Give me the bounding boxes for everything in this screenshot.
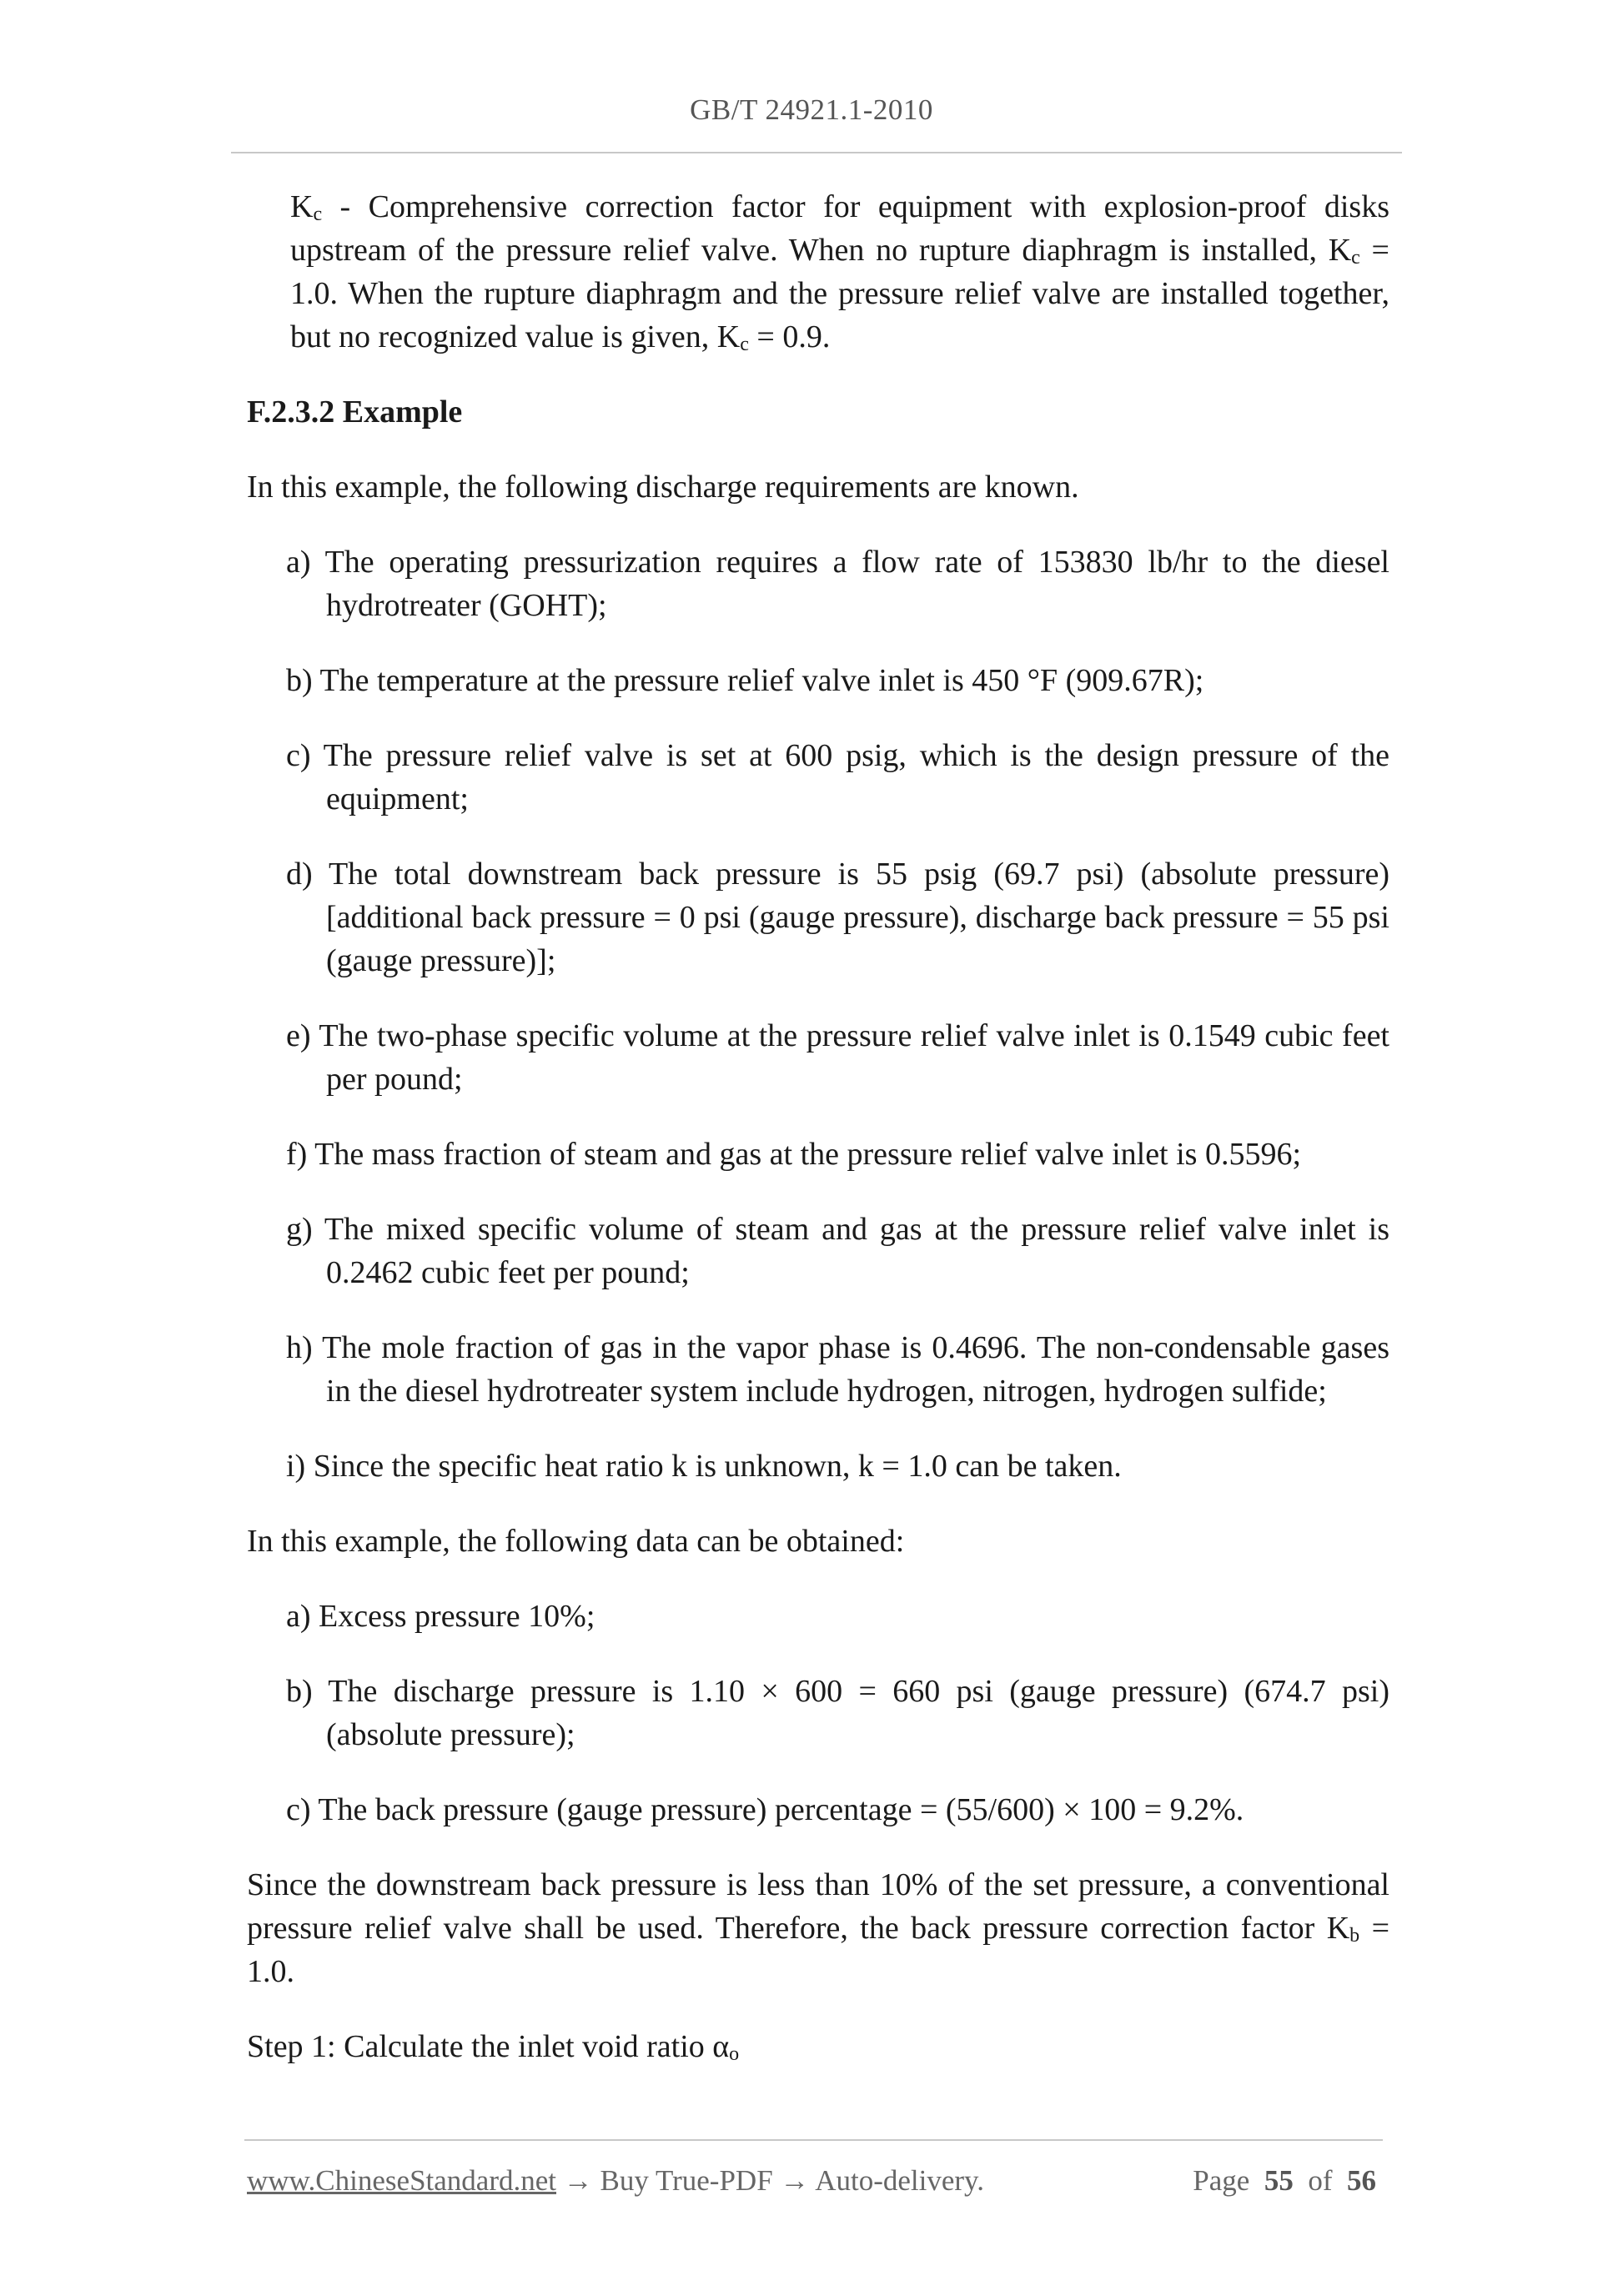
list-item: h) The mole fraction of gas in the vapor phase is 0.4696. The non-condensable gases in the diesel hydrotreater system include hydrogen, nitrogen, hydrogen sulfide; bbox=[286, 1330, 1389, 1409]
kc-text-2: = 1.0. When the rupture diaphragm and the pressure relief valve are installed together, but no recognized value is given, K bbox=[290, 233, 1389, 354]
header-divider bbox=[231, 152, 1402, 153]
kc-subscript: c bbox=[313, 203, 323, 225]
footer-divider bbox=[244, 2139, 1383, 2141]
kc-subscript: c bbox=[740, 334, 749, 355]
page-indicator bbox=[1193, 2164, 1376, 2198]
step-1-text: Step 1: Calculate the inlet void ratio α bbox=[247, 2029, 730, 2064]
page-label: Page bbox=[1193, 2164, 1250, 2197]
list-item: f) The mass fraction of steam and gas at the pressure relief valve inlet is 0.5596; bbox=[286, 1137, 1302, 1172]
data-intro: In this example, the following data can be obtained: bbox=[247, 1524, 905, 1559]
conclusion-paragraph bbox=[247, 1863, 1389, 1993]
of-label: of bbox=[1308, 2164, 1333, 2197]
kc-subscript: c bbox=[1351, 247, 1360, 269]
footer-left bbox=[247, 2164, 984, 2198]
list-item: a) The operating pressurization requires a flow rate of 153830 lb/hr to the diesel hydrotreater (GOHT); bbox=[286, 545, 1389, 623]
kc-text-3: = 0.9. bbox=[748, 319, 831, 354]
document-body bbox=[247, 185, 1389, 2100]
page-number: 55 bbox=[1264, 2164, 1294, 2197]
alpha-subscript: o bbox=[729, 2043, 740, 2065]
list-item: b) The temperature at the pressure relief valve inlet is 450 °F (909.67R); bbox=[286, 663, 1204, 698]
kc-text-1: - Comprehensive correction factor for equipment with explosion-proof disks upstream of the pressure relief valve. When no rupture diaphragm is installed, K bbox=[290, 189, 1389, 268]
list-item: i) Since the specific heat ratio k is unknown, k = 1.0 can be taken. bbox=[286, 1449, 1122, 1484]
kb-subscript: b bbox=[1349, 1925, 1360, 1947]
page-header: GB/T 24921.1-2010 bbox=[690, 93, 933, 126]
list-item: c) The back pressure (gauge pressure) percentage = (55/600) × 100 = 9.2%. bbox=[286, 1792, 1244, 1827]
list-item: c) The pressure relief valve is set at 600 psig, which is the design pressure of the equipment; bbox=[286, 738, 1389, 816]
footer-tagline: → Buy True-PDF → Auto-delivery. bbox=[556, 2164, 985, 2197]
list-item: a) Excess pressure 10%; bbox=[286, 1599, 595, 1634]
kc-definition bbox=[290, 185, 1389, 359]
step-1 bbox=[247, 2025, 1389, 2068]
requirements-intro: In this example, the following discharge requirements are known. bbox=[247, 470, 1079, 505]
list-item: d) The total downstream back pressure is 55 psig (69.7 psi) (absolute pressure) [additional back pressure = 0 psi (gauge pressure), discharge back pressure = 55 psi (gauge pressure)]; bbox=[286, 857, 1389, 978]
conclusion-tail: = 1.0. bbox=[247, 1911, 1389, 1989]
conclusion-text: Since the downstream back pressure is less than 10% of the set pressure, a conventional pressure relief valve shall be used. Therefore, the back pressure correction factor K bbox=[247, 1867, 1389, 1946]
list-item: e) The two-phase specific volume at the pressure relief valve inlet is 0.1549 cubic feet per pound; bbox=[286, 1018, 1389, 1097]
website-link[interactable]: www.ChineseStandard.net bbox=[247, 2164, 556, 2197]
list-item: g) The mixed specific volume of steam and gas at the pressure relief valve inlet is 0.2462 cubic feet per pound; bbox=[286, 1212, 1389, 1290]
total-pages: 56 bbox=[1347, 2164, 1376, 2197]
kc-symbol: K bbox=[290, 189, 314, 224]
section-heading: F.2.3.2 Example bbox=[247, 394, 463, 430]
list-item: b) The discharge pressure is 1.10 × 600 = 660 psi (gauge pressure) (674.7 psi) (absolute pressure); bbox=[286, 1674, 1389, 1752]
